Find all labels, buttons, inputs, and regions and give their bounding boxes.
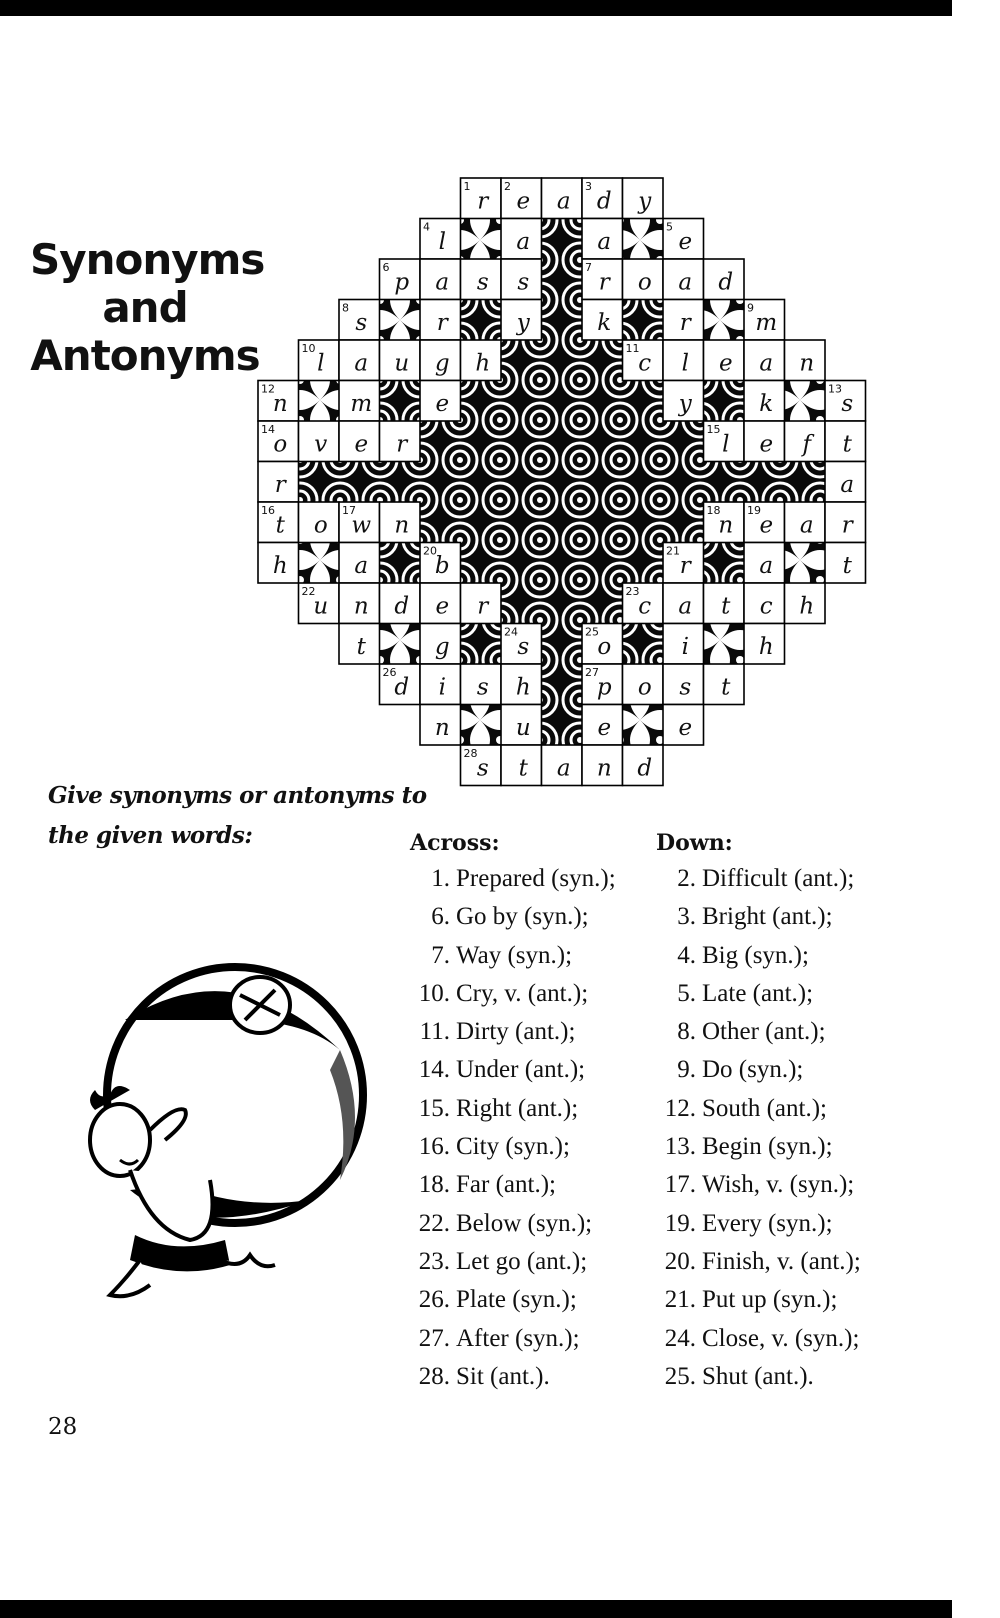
grid-cell-number: 12 bbox=[261, 382, 275, 396]
grid-cell-letter: m bbox=[755, 310, 778, 336]
across-clue bbox=[410, 1090, 616, 1128]
down-clue-number: 25. bbox=[664, 1362, 696, 1390]
grid-cell-letter: n bbox=[718, 512, 734, 539]
grid-shaded-cell bbox=[542, 340, 583, 381]
grid-cell-letter: u bbox=[313, 593, 329, 620]
across-clue-number: 10. bbox=[418, 979, 450, 1007]
grid-cell-letter: e bbox=[678, 715, 693, 741]
grid-cell-letter: a bbox=[840, 472, 855, 498]
grid-shaded-cell bbox=[542, 583, 583, 624]
down-clue bbox=[656, 1051, 861, 1089]
grid-shaded-cell bbox=[704, 381, 745, 422]
across-clues bbox=[410, 830, 616, 1396]
grid-cell-letter: a bbox=[556, 188, 571, 215]
across-clue-number: 7. bbox=[431, 941, 450, 969]
down-clue-number: 13. bbox=[664, 1133, 696, 1161]
grid-cell-letter: y bbox=[638, 188, 652, 215]
grid-cell-letter: t bbox=[518, 755, 528, 782]
grid-cell-letter: a bbox=[354, 553, 369, 579]
down-clue-number: 9. bbox=[677, 1056, 696, 1084]
grid-cell-letter: n bbox=[394, 512, 410, 539]
grid-cell-letter: a bbox=[435, 269, 450, 296]
across-clue bbox=[410, 1358, 616, 1396]
across-clue-text: Cry, v. (ant.); bbox=[456, 979, 589, 1007]
grid-cell-letter: k bbox=[597, 310, 612, 336]
grid-cell-letter: r bbox=[477, 593, 489, 620]
grid-cell-letter: t bbox=[842, 431, 852, 458]
grid-cell-letter: s bbox=[679, 674, 692, 701]
across-clue-text: Under (ant.); bbox=[456, 1056, 586, 1084]
grid-cell-letter: n bbox=[272, 391, 288, 417]
grid-cell-letter: e bbox=[354, 431, 369, 458]
grid-cell-number: 14 bbox=[261, 423, 275, 436]
across-clue-text: Below (syn.); bbox=[456, 1209, 593, 1237]
grid-cell-letter: e bbox=[759, 431, 774, 458]
grid-shaded-cell bbox=[501, 421, 542, 462]
grid-shaded-cell bbox=[704, 462, 745, 503]
grid-cell-letter: a bbox=[516, 229, 531, 255]
grid-shaded-cell bbox=[380, 543, 421, 584]
grid-cell-number: 22 bbox=[301, 585, 316, 598]
grid-cell-letter: t bbox=[275, 512, 285, 539]
grid-cell-letter: t bbox=[356, 634, 366, 660]
grid-shaded-cell bbox=[542, 259, 583, 300]
grid-cell-letter: d bbox=[394, 593, 410, 620]
across-clue bbox=[410, 937, 616, 975]
grid-cell-letter: a bbox=[799, 512, 814, 539]
grid-cell-letter: h bbox=[799, 593, 815, 620]
across-clue-text: Right (ant.); bbox=[456, 1094, 579, 1122]
grid-cell-letter: a bbox=[759, 553, 774, 579]
grid-cell-letter: t bbox=[721, 593, 731, 620]
down-clue bbox=[656, 1090, 861, 1128]
grid-cell-letter: c bbox=[638, 593, 652, 620]
grid-cell-letter: h bbox=[272, 553, 288, 579]
grid-cell-number: 2 bbox=[504, 180, 511, 193]
down-clues bbox=[656, 830, 861, 1396]
grid-shaded-cell bbox=[785, 543, 826, 584]
title-line-3: Antonyms bbox=[30, 331, 260, 380]
instructions bbox=[48, 776, 428, 856]
grid-shaded-cell bbox=[663, 421, 704, 462]
grid-cell-number: 4 bbox=[423, 220, 430, 234]
grid-shaded-cell bbox=[623, 421, 664, 462]
grid-cell-letter: u bbox=[515, 715, 531, 741]
grid-cell-letter: a bbox=[354, 350, 369, 377]
grid-cell-number: 13 bbox=[828, 382, 842, 396]
grid-shaded-cell bbox=[501, 583, 542, 624]
down-clue-list bbox=[656, 860, 861, 1396]
grid-cell-number: 6 bbox=[382, 261, 390, 274]
across-clue-text: Go by (syn.); bbox=[456, 903, 589, 931]
grid-shaded-cell bbox=[582, 502, 623, 543]
grid-cell-letter: r bbox=[679, 553, 691, 579]
across-clue-number: 6. bbox=[431, 903, 450, 931]
grid-cell-letter: r bbox=[396, 431, 408, 458]
grid-shaded-cell bbox=[542, 462, 583, 503]
grid-cell-letter: e bbox=[597, 715, 612, 741]
across-clue-number: 1. bbox=[431, 865, 450, 892]
grid-shaded-cell bbox=[582, 421, 623, 462]
down-clue bbox=[656, 1281, 861, 1319]
grid-cell-letter: t bbox=[721, 674, 731, 701]
grid-shaded-cell bbox=[420, 421, 461, 462]
grid-cell-letter: a bbox=[759, 350, 774, 377]
across-clue-number: 27. bbox=[418, 1324, 450, 1352]
grid-cell-number: 23 bbox=[625, 585, 640, 598]
down-clue-text: Difficult (ant.); bbox=[702, 865, 855, 892]
down-clue-text: Every (syn.); bbox=[702, 1209, 833, 1237]
grid-shaded-cell bbox=[704, 300, 745, 341]
across-clue bbox=[410, 975, 616, 1013]
grid-cell-letter: y bbox=[678, 391, 692, 417]
grid-shaded-cell bbox=[542, 219, 583, 260]
across-clue bbox=[410, 1320, 616, 1358]
grid-cell-letter: c bbox=[638, 350, 652, 377]
across-clue-number: 28. bbox=[418, 1362, 450, 1390]
grid-cell-letter: k bbox=[759, 391, 774, 417]
grid-shaded-cell bbox=[461, 462, 502, 503]
grid-cell-letter: f bbox=[802, 431, 812, 458]
grid-shaded-cell bbox=[542, 300, 583, 341]
grid-cell-letter: o bbox=[273, 431, 288, 458]
grid-cell-letter: a bbox=[678, 269, 693, 296]
down-clue-text: Bright (ant.); bbox=[702, 903, 833, 931]
grid-cell-number: 11 bbox=[625, 342, 640, 355]
grid-shaded-cell bbox=[461, 502, 502, 543]
across-clue-number: 23. bbox=[418, 1247, 450, 1275]
grid-shaded-cell bbox=[744, 462, 785, 503]
grid-shaded-cell bbox=[461, 381, 502, 422]
grid-cell-number: 27 bbox=[585, 666, 599, 679]
grid-shaded-cell bbox=[501, 462, 542, 503]
grid-shaded-cell bbox=[623, 381, 664, 422]
grid-cell-letter: d bbox=[596, 188, 612, 215]
grid-cell-number: 5 bbox=[666, 220, 673, 234]
across-clue bbox=[410, 1243, 616, 1281]
grid-shaded-cell bbox=[704, 624, 745, 665]
grid-cell-letter: l bbox=[681, 350, 689, 377]
across-clue bbox=[410, 1128, 616, 1166]
down-clue-text: South (ant.); bbox=[702, 1094, 827, 1122]
grid-shaded-cell bbox=[785, 381, 826, 422]
grid-cell-letter: i bbox=[438, 674, 446, 701]
grid-cell-letter: r bbox=[477, 188, 489, 215]
across-clue bbox=[410, 1051, 616, 1089]
grid-shaded-cell bbox=[501, 543, 542, 584]
down-clue-number: 21. bbox=[664, 1286, 696, 1314]
grid-shaded-cell bbox=[623, 502, 664, 543]
down-heading: Down: bbox=[656, 830, 733, 856]
grid-cell-letter: o bbox=[637, 674, 652, 701]
grid-shaded-cell bbox=[420, 462, 461, 503]
across-clue-text: Far (ant.); bbox=[456, 1171, 556, 1199]
grid-cell-letter: e bbox=[435, 391, 450, 417]
down-clue-text: Begin (syn.); bbox=[702, 1133, 833, 1161]
down-clue bbox=[656, 898, 861, 936]
grid-cell-number: 28 bbox=[463, 747, 478, 760]
grid-cell-number: 16 bbox=[261, 504, 275, 517]
grid-shaded-cell bbox=[380, 300, 421, 341]
grid-shaded-cell bbox=[461, 705, 502, 746]
grid-cell-letter: w bbox=[351, 512, 372, 539]
grid-shaded-cell bbox=[542, 381, 583, 422]
grid-shaded-cell bbox=[461, 219, 502, 260]
across-clue-number: 14. bbox=[418, 1056, 450, 1084]
across-clue-number: 18. bbox=[418, 1171, 450, 1199]
grid-cell-number: 19 bbox=[747, 504, 761, 517]
down-clue-text: Other (ant.); bbox=[702, 1018, 826, 1046]
grid-cell-letter: a bbox=[556, 755, 571, 782]
across-clue bbox=[410, 898, 616, 936]
down-clue-number: 17. bbox=[664, 1171, 696, 1199]
down-clue bbox=[656, 1358, 861, 1396]
grid-cell-number: 21 bbox=[666, 544, 680, 558]
grid-cell-number: 25 bbox=[585, 625, 599, 639]
grid-shaded-cell bbox=[582, 381, 623, 422]
down-clue-text: Late (ant.); bbox=[702, 979, 814, 1007]
grid-shaded-cell bbox=[785, 462, 826, 503]
grid-cell-letter: l bbox=[438, 229, 446, 255]
grid-cell-letter: g bbox=[434, 350, 450, 377]
grid-cell-letter: s bbox=[476, 269, 489, 296]
grid-cell-letter: c bbox=[759, 593, 773, 620]
grid-cell-letter: e bbox=[718, 350, 733, 377]
across-clue bbox=[410, 1166, 616, 1204]
down-clue-number: 19. bbox=[664, 1209, 696, 1237]
grid-shaded-cell bbox=[542, 502, 583, 543]
grid-shaded-cell bbox=[380, 624, 421, 665]
down-clue bbox=[656, 1166, 861, 1204]
down-clue-number: 8. bbox=[677, 1018, 696, 1046]
down-clue bbox=[656, 1128, 861, 1166]
title-line-2: and bbox=[102, 283, 188, 332]
grid-background bbox=[299, 219, 826, 746]
grid-cell-letter: h bbox=[758, 634, 774, 660]
grid-shaded-cell bbox=[299, 462, 340, 503]
grid-shaded-cell bbox=[704, 543, 745, 584]
grid-cell-letter: a bbox=[678, 593, 693, 620]
grid-cell-letter: p bbox=[596, 674, 612, 701]
grid-cell-letter: l bbox=[317, 350, 325, 377]
grid-cell-letter: a bbox=[597, 229, 612, 255]
across-clue-number: 15. bbox=[418, 1094, 450, 1122]
grid-cell-letter: n bbox=[353, 593, 369, 620]
down-clue-number: 5. bbox=[677, 979, 696, 1007]
across-heading: Across: bbox=[410, 830, 500, 856]
grid-shaded-cell bbox=[420, 502, 461, 543]
grid-cell-number: 24 bbox=[504, 625, 518, 639]
grid-cell-number: 18 bbox=[706, 504, 721, 517]
down-clue-text: Put up (syn.); bbox=[702, 1286, 838, 1314]
grid-shaded-cell bbox=[501, 502, 542, 543]
grid-shaded-cell bbox=[542, 421, 583, 462]
across-clue-text: Dirty (ant.); bbox=[456, 1018, 576, 1046]
across-clue-text: Let go (ant.); bbox=[456, 1247, 588, 1275]
down-clue bbox=[656, 1243, 861, 1281]
grid-shaded-cell bbox=[623, 705, 664, 746]
grid-shaded-cell bbox=[542, 624, 583, 665]
down-clue-number: 4. bbox=[677, 941, 696, 969]
grid-shaded-cell bbox=[623, 300, 664, 341]
grid-shaded-cell bbox=[501, 340, 542, 381]
grid-cell-letter: g bbox=[434, 634, 450, 660]
grid-cell-number: 3 bbox=[585, 180, 592, 193]
grid-cell-number: 1 bbox=[463, 180, 471, 193]
across-clue-text: City (syn.); bbox=[456, 1133, 570, 1161]
instructions-line-2: the given words: bbox=[48, 822, 253, 849]
title-line-1: Synonyms bbox=[30, 235, 265, 284]
grid-cell-letter: s bbox=[841, 391, 854, 417]
grid-cell-letter: t bbox=[842, 553, 852, 579]
grid-cell-letter: r bbox=[436, 310, 448, 336]
down-clue-text: Finish, v. (ant.); bbox=[702, 1247, 861, 1275]
grid-shaded-cell bbox=[299, 381, 340, 422]
down-clue-text: Shut (ant.). bbox=[702, 1362, 814, 1390]
across-clue-list bbox=[410, 860, 616, 1396]
grid-cell-letter: m bbox=[350, 391, 373, 417]
grid-cell-letter: e bbox=[759, 512, 774, 539]
grid-cell-number: 15 bbox=[706, 423, 721, 436]
grid-cell-letter: y bbox=[516, 310, 530, 336]
down-clue-text: Do (syn.); bbox=[702, 1056, 804, 1084]
down-clue bbox=[656, 937, 861, 975]
grid-shaded-cell bbox=[582, 543, 623, 584]
across-clue-text: Way (syn.); bbox=[456, 941, 573, 969]
across-clue-text: After (syn.); bbox=[456, 1324, 580, 1352]
grid-cell-letter: r bbox=[841, 512, 853, 539]
grid-cell-letter: r bbox=[598, 269, 610, 296]
grid-cell-letter: e bbox=[516, 188, 531, 215]
grid-cell-letter: s bbox=[476, 674, 489, 701]
across-clue-text: Prepared (syn.); bbox=[456, 865, 616, 892]
down-clue-text: Wish, v. (syn.); bbox=[702, 1171, 855, 1199]
across-clue-number: 22. bbox=[418, 1209, 450, 1237]
down-clue bbox=[656, 860, 861, 898]
grid-cell-letter: r bbox=[679, 310, 691, 336]
down-clue bbox=[656, 1013, 861, 1051]
down-clue-number: 12. bbox=[664, 1094, 696, 1122]
grid-cell-letter: e bbox=[678, 229, 693, 255]
grid-cell-letter: o bbox=[597, 634, 612, 660]
grid-cell-letter: u bbox=[394, 350, 410, 377]
grid-cell-letter: e bbox=[435, 593, 450, 620]
down-clue-number: 20. bbox=[664, 1247, 696, 1275]
grid-cell-letter: d bbox=[718, 269, 734, 296]
grid-shaded-cell bbox=[542, 543, 583, 584]
across-clue-number: 16. bbox=[418, 1133, 450, 1161]
across-clue-number: 26. bbox=[418, 1286, 450, 1314]
grid-shaded-cell bbox=[582, 462, 623, 503]
grid-cell-letter: s bbox=[476, 755, 489, 782]
boy-with-beach-ball-illustration bbox=[40, 960, 370, 1350]
grid-shaded-cell bbox=[380, 381, 421, 422]
instructions-line-1: Give synonyms or antonyms to bbox=[48, 782, 427, 809]
grid-cell-letter: n bbox=[596, 755, 612, 782]
grid-cell-letter: v bbox=[314, 431, 328, 458]
down-clue bbox=[656, 975, 861, 1013]
grid-cell-letter: s bbox=[517, 634, 530, 660]
grid-cell-number: 7 bbox=[585, 261, 592, 274]
across-clue-text: Sit (ant.). bbox=[456, 1362, 550, 1390]
grid-cell-letter: h bbox=[515, 674, 531, 701]
grid-shaded-cell bbox=[623, 543, 664, 584]
down-clue-text: Big (syn.); bbox=[702, 941, 809, 969]
grid-cell-letter: o bbox=[637, 269, 652, 296]
grid-cell-number: 20 bbox=[423, 544, 437, 558]
bottom-border bbox=[0, 1600, 952, 1618]
grid-shaded-cell bbox=[501, 381, 542, 422]
grid-shaded-cell bbox=[623, 624, 664, 665]
across-clue-number: 11. bbox=[419, 1018, 450, 1046]
grid-cell-number: 26 bbox=[382, 666, 397, 679]
across-clue-text: Plate (syn.); bbox=[456, 1286, 577, 1314]
grid-shaded-cell bbox=[380, 462, 421, 503]
across-clue bbox=[410, 1205, 616, 1243]
grid-cell-letter: s bbox=[517, 269, 530, 296]
across-clue bbox=[410, 1281, 616, 1319]
grid-shaded-cell bbox=[339, 462, 380, 503]
grid-cell-letter: o bbox=[313, 512, 328, 539]
grid-cell-number: 8 bbox=[342, 301, 349, 315]
grid-cell-letter: b bbox=[434, 553, 450, 579]
across-clue bbox=[410, 1013, 616, 1051]
down-clue-number: 2. bbox=[677, 865, 696, 892]
grid-cell-letter: p bbox=[394, 269, 410, 296]
grid-shaded-cell bbox=[623, 462, 664, 503]
down-clue-text: Close, v. (syn.); bbox=[702, 1324, 860, 1352]
down-clue bbox=[656, 1205, 861, 1243]
grid-cell-letter: d bbox=[394, 674, 410, 701]
grid-shaded-cell bbox=[663, 462, 704, 503]
grid-shaded-cell bbox=[623, 219, 664, 260]
grid-cell-letter: n bbox=[434, 715, 450, 741]
grid-shaded-cell bbox=[582, 583, 623, 624]
grid-shaded-cell bbox=[542, 664, 583, 705]
grid-cell-number: 17 bbox=[342, 504, 356, 517]
grid-cell-letter: h bbox=[475, 350, 491, 377]
grid-shaded-cell bbox=[461, 300, 502, 341]
grid-shaded-cell bbox=[461, 624, 502, 665]
grid-shaded-cell bbox=[663, 502, 704, 543]
grid-cell-letter: i bbox=[681, 634, 689, 660]
grid-shaded-cell bbox=[461, 543, 502, 584]
grid-shaded-cell bbox=[299, 543, 340, 584]
page-number: 28 bbox=[48, 1414, 78, 1440]
across-clue bbox=[410, 860, 616, 898]
down-clue-number: 24. bbox=[664, 1324, 696, 1352]
grid-cell-letter: n bbox=[799, 350, 815, 377]
grid-cell-number: 9 bbox=[747, 301, 754, 315]
grid-cell-letter: r bbox=[274, 472, 286, 498]
grid-shaded-cell bbox=[542, 705, 583, 746]
down-clue bbox=[656, 1320, 861, 1358]
grid-cell-letter: s bbox=[355, 310, 368, 336]
down-clue-number: 3. bbox=[677, 903, 696, 931]
grid-shaded-cell bbox=[582, 340, 623, 381]
grid-cell-letter: d bbox=[637, 755, 653, 782]
grid-cell-number: 10 bbox=[301, 342, 316, 355]
grid-shaded-cell bbox=[461, 421, 502, 462]
grid-cell-letter: l bbox=[722, 431, 730, 458]
